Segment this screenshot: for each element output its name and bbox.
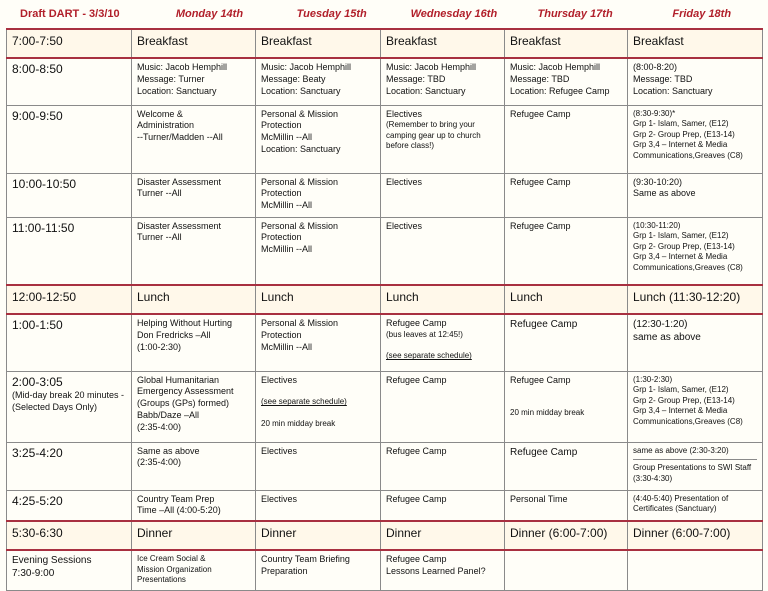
cell-friday: (10:30-11:20) Grp 1- Islam, Samer, (E12) Grp 2- Group Prep, (E13-14) Grp 3,4 – Internet & Media Communications,Greaves (C8): [628, 217, 763, 285]
time-cell: 8:00-8:50: [7, 58, 132, 105]
cell-thursday: Refugee Camp: [505, 173, 628, 217]
day-header-monday: Monday 14th: [175, 8, 244, 20]
cell-thursday: Refugee Camp: [505, 105, 628, 173]
cell-wednesday: Electives: [381, 173, 505, 217]
table-row: [7, 285, 763, 314]
cell-wednesday: Electives (Remember to bring your camping gear up to church before class!): [381, 105, 505, 173]
time-cell: 9:00-9:50: [7, 105, 132, 173]
cell-monday: Welcome & Administration --Turner/Madden --All: [132, 105, 256, 173]
cell-monday: Country Team Prep Time –All (4:00-5:20): [132, 490, 256, 521]
cell-wednesday: Refugee Camp: [381, 442, 505, 490]
cell-wednesday: Breakfast: [381, 29, 505, 58]
cell-monday: Disaster Assessment Turner --All: [132, 217, 256, 285]
cell-monday: Disaster Assessment Turner --All: [132, 173, 256, 217]
cell-tuesday: Breakfast: [256, 29, 381, 58]
time-cell: 5:30-6:30: [7, 521, 132, 550]
cell-monday: Global Humanitarian Emergency Assessment (Groups (GPs) formed) Babb/Daze –All (2:35-4:00): [132, 371, 256, 442]
time-cell: 4:25-5:20: [7, 490, 132, 521]
cell-tuesday: Lunch: [256, 285, 381, 314]
table-row: [7, 550, 763, 590]
table-row: [7, 314, 763, 371]
cell-thursday: Dinner (6:00-7:00): [505, 521, 628, 550]
cell-tuesday: Country Team Briefing Preparation: [256, 550, 381, 590]
cell-tuesday: Music: Jacob Hemphill Message: Beaty Location: Sanctuary: [256, 58, 381, 105]
time-cell: 12:00-12:50: [7, 285, 132, 314]
cell-monday: Same as above (2:35-4:00): [132, 442, 256, 490]
table-row: [7, 58, 763, 105]
cell-tuesday: Electives (see separate schedule) 20 min midday break: [256, 371, 381, 442]
cell-thursday: Refugee Camp: [505, 314, 628, 371]
cell-wednesday: Refugee Camp Lessons Learned Panel?: [381, 550, 505, 590]
table-row: [7, 521, 763, 550]
schedule-table: [6, 28, 763, 591]
cell-tuesday: Personal & Mission Protection McMillin --All: [256, 217, 381, 285]
cell-wednesday: Refugee Camp: [381, 490, 505, 521]
cell-monday: Breakfast: [132, 29, 256, 58]
cell-friday: (4:40-5:40) Presentation of Certificates (Sanctuary): [628, 490, 763, 521]
cell-thursday: Lunch: [505, 285, 628, 314]
time-cell: Evening Sessions 7:30-9:00: [7, 550, 132, 590]
cell-friday: Dinner (6:00-7:00): [628, 521, 763, 550]
cell-wednesday: Refugee Camp (bus leaves at 12:45!) (see separate schedule): [381, 314, 505, 371]
cell-wednesday: Music: Jacob Hemphill Message: TBD Location: Sanctuary: [381, 58, 505, 105]
cell-friday: (9:30-10:20) Same as above: [628, 173, 763, 217]
time-cell: 11:00-11:50: [7, 217, 132, 285]
cell-wednesday: Refugee Camp: [381, 371, 505, 442]
table-row: [7, 217, 763, 285]
cell-tuesday: Personal & Mission Protection McMillin --All: [256, 314, 381, 371]
cell-friday: (1:30-2:30) Grp 1- Islam, Samer, (E12) Grp 2- Group Prep, (E13-14) Grp 3,4 – Internet & Media Communications,Greaves (C8): [628, 371, 763, 442]
time-cell: 1:00-1:50: [7, 314, 132, 371]
cell-monday: Dinner: [132, 521, 256, 550]
cell-tuesday: Electives: [256, 442, 381, 490]
cell-tuesday: Dinner: [256, 521, 381, 550]
day-header-tuesday: Tuesday 15th: [296, 8, 367, 20]
table-row: [7, 371, 763, 442]
cell-friday: Lunch (11:30-12:20): [628, 285, 763, 314]
cell-tuesday: Personal & Mission Protection McMillin --All: [256, 173, 381, 217]
schedule-title: Draft DART - 3/3/10: [20, 8, 120, 20]
schedule-link[interactable]: (see separate schedule): [261, 397, 347, 407]
day-header-wednesday: Wednesday 16th: [410, 8, 498, 20]
header-row: [0, 0, 768, 28]
cell-friday: (8:30-9:30)* Grp 1- Islam, Samer, (E12) Grp 2- Group Prep, (E13-14) Grp 3,4 – Internet & Media Communications,Greaves (C8): [628, 105, 763, 173]
table-row: [7, 442, 763, 490]
cell-wednesday: Lunch: [381, 285, 505, 314]
table-row: [7, 490, 763, 521]
time-cell: 2:00-3:05 (Mid-day break 20 minutes - (Selected Days Only): [7, 371, 132, 442]
cell-thursday: Refugee Camp: [505, 217, 628, 285]
time-cell: 10:00-10:50: [7, 173, 132, 217]
cell-monday: Music: Jacob Hemphill Message: Turner Location: Sanctuary: [132, 58, 256, 105]
cell-thursday: Breakfast: [505, 29, 628, 58]
cell-friday: Breakfast: [628, 29, 763, 58]
cell-thursday: Refugee Camp: [505, 442, 628, 490]
cell-wednesday: Electives: [381, 217, 505, 285]
cell-thursday: Personal Time: [505, 490, 628, 521]
cell-friday: (8:00-8:20) Message: TBD Location: Sanctuary: [628, 58, 763, 105]
time-cell: 7:00-7:50: [7, 29, 132, 58]
time-cell: 3:25-4:20: [7, 442, 132, 490]
day-header-friday: Friday 18th: [672, 8, 732, 20]
schedule-link[interactable]: (see separate schedule): [386, 351, 472, 361]
cell-monday: Ice Cream Social & Mission Organization Presentations: [132, 550, 256, 590]
cell-thursday: Refugee Camp 20 min midday break: [505, 371, 628, 442]
cell-tuesday: Personal & Mission Protection McMillin --All Location: Sanctuary: [256, 105, 381, 173]
table-row: [7, 29, 763, 58]
cell-friday: same as above (2:30-3:20) Group Presentations to SWI Staff (3:30-4:30): [628, 442, 763, 490]
cell-thursday: [505, 550, 628, 590]
day-header-thursday: Thursday 17th: [537, 8, 613, 20]
cell-tuesday: Electives: [256, 490, 381, 521]
cell-wednesday: Dinner: [381, 521, 505, 550]
table-row: [7, 173, 763, 217]
cell-monday: Lunch: [132, 285, 256, 314]
cell-friday: [628, 550, 763, 590]
table-row: [7, 105, 763, 173]
cell-friday: (12:30-1:20) same as above: [628, 314, 763, 371]
cell-thursday: Music: Jacob Hemphill Message: TBD Location: Refugee Camp: [505, 58, 628, 105]
cell-monday: Helping Without Hurting Don Fredricks –All (1:00-2:30): [132, 314, 256, 371]
